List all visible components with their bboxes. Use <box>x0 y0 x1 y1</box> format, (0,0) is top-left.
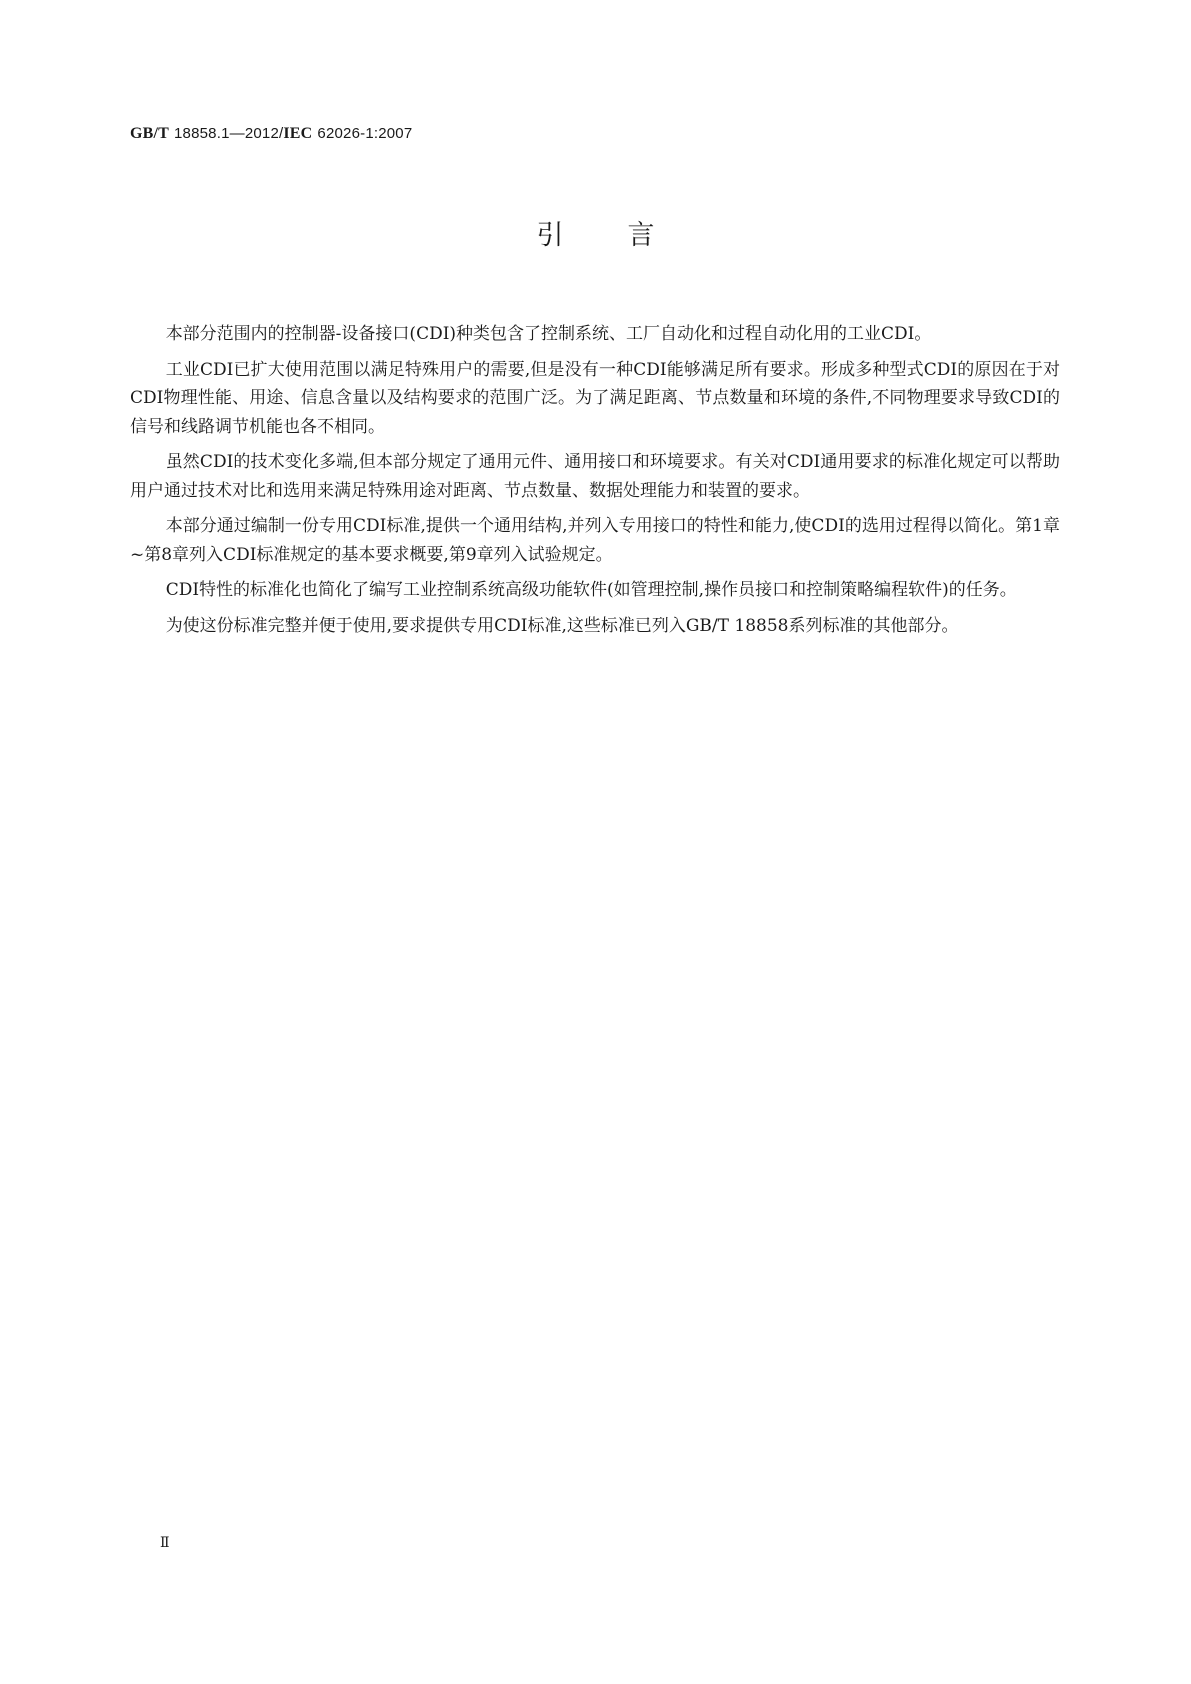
iec-number: 62026-1:2007 <box>317 125 413 142</box>
standard-prefix: GB/T <box>130 125 170 142</box>
document-header <box>130 124 412 143</box>
page-number: Ⅱ <box>160 1535 170 1551</box>
paragraph-3: 虽然CDI的技术变化多端,但本部分规定了通用元件、通用接口和环境要求。有关对CDI通用要求的标准化规定可以帮助用户通过技术对比和选用来满足特殊用途对距离、节点数量、数据处理能力和装置的要求。 <box>130 452 1060 501</box>
paragraph-6: 为使这份标准完整并便于使用,要求提供专用CDI标准,这些标准已列入GB/T 18858系列标准的其他部分。 <box>165 615 959 636</box>
page-title: 引言 <box>536 220 719 251</box>
paragraph-1: 本部分范围内的控制器-设备接口(CDI)种类包含了控制系统、工厂自动化和过程自动化用的工业CDI。 <box>165 324 932 344</box>
paragraph-4: 本部分通过编制一份专用CDI标准,提供一个通用结构,并列入专用接口的特性和能力,使CDI的选用过程得以简化。第1章~第8章列入CDI标准规定的基本要求概要,第9章列入试验规定。 <box>130 516 1060 565</box>
iec-prefix: IEC <box>283 125 313 142</box>
body-text <box>130 320 1060 647</box>
paragraph-2: 工业CDI已扩大使用范围以满足特殊用户的需要,但是没有一种CDI能够满足所有要求。形成多种型式CDI的原因在于对CDI物理性能、用途、信息含量以及结构要求的范围广泛。为了满足距离、节点数量和环境的条件,不同物理要求导致CDI的信号和线路调节机能也各不相同。 <box>130 359 1060 437</box>
standard-number: 18858.1—2012/ <box>174 125 284 142</box>
paragraph-5: CDI特性的标准化也简化了编写工业控制系统高级功能软件(如管理控制,操作员接口和控制策略编程软件)的任务。 <box>165 580 1017 600</box>
